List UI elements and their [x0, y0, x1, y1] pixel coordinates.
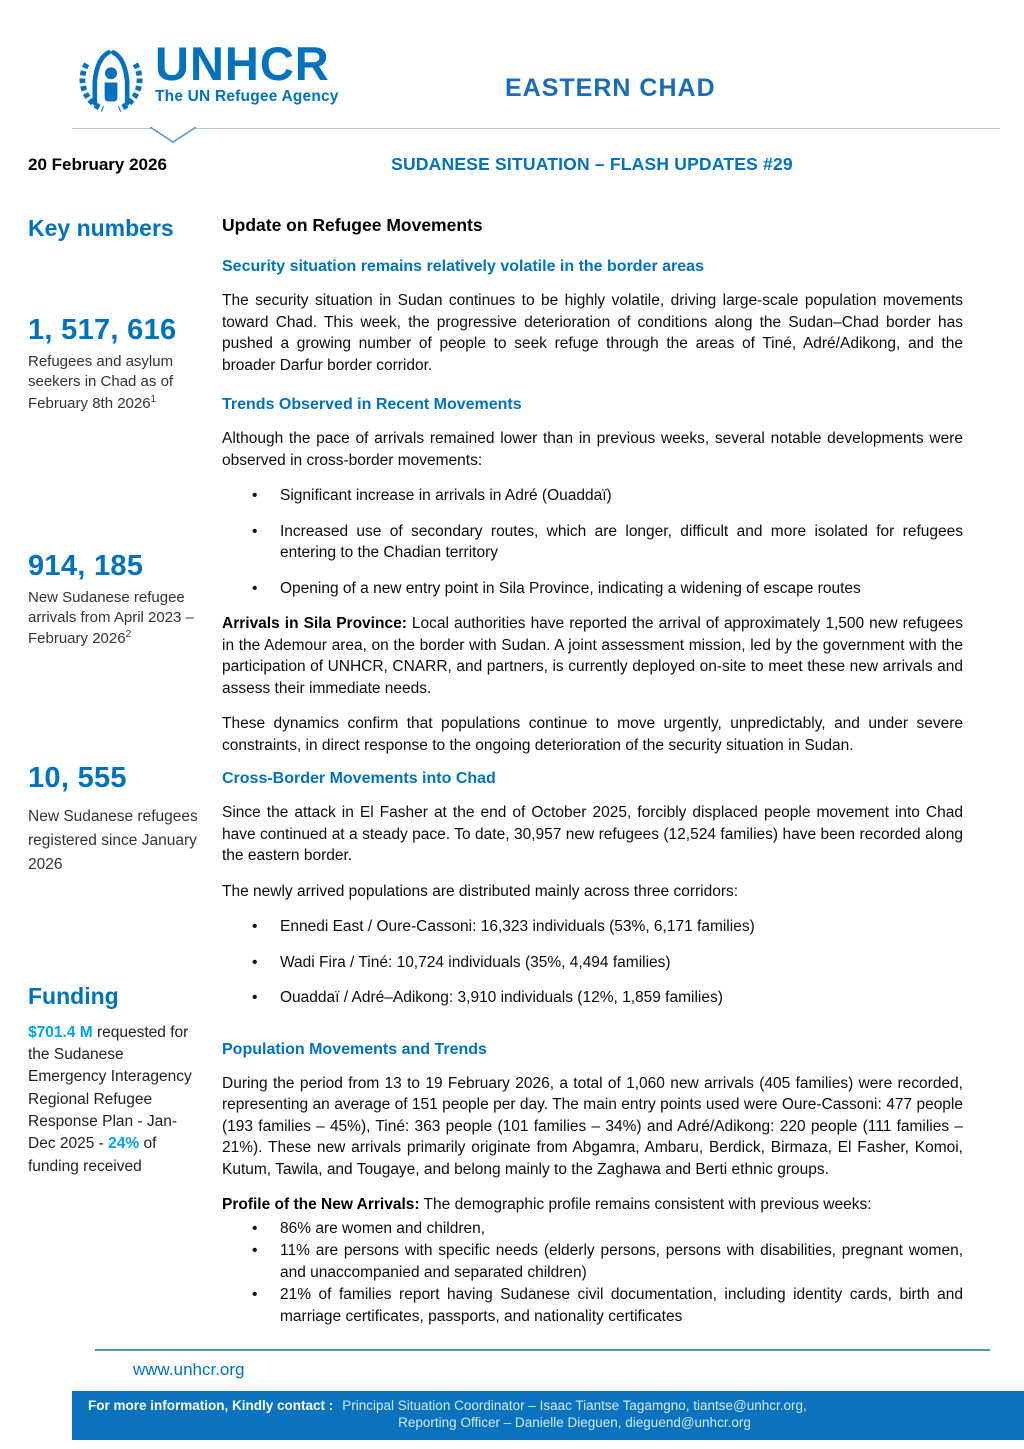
header: [0, 0, 1024, 116]
chevron-down-icon: [150, 127, 196, 144]
profile-lead-in: Profile of the New Arrivals:: [222, 1196, 420, 1213]
section-heading-trends: Trends Observed in Recent Movements: [222, 396, 522, 413]
profile-text: The demographic profile remains consistent with previous weeks:: [419, 1196, 872, 1213]
funding-amount: $701.4 M: [28, 1023, 93, 1041]
unhcr-logo-text: [155, 37, 339, 106]
key-numbers-sidebar: [28, 215, 198, 1327]
content: [0, 215, 1024, 1327]
unhcr-emblem-icon: [74, 42, 148, 116]
list-item: • Opening of a new entry point in Sila Province, indicating a widening of escape routes: [222, 578, 963, 600]
stat-value: 1, 517, 616: [28, 314, 177, 346]
sila-lead-in: Arrivals in Sila Province:: [222, 615, 407, 632]
key-numbers-heading: Key numbers: [28, 215, 174, 241]
stat-caption: [28, 805, 198, 877]
stat-caption: [28, 588, 198, 650]
stat-new-arrivals: [28, 550, 198, 650]
stat-value: 914, 185: [28, 549, 144, 582]
list-item: • 21% of families report having Sudanese civil documentation, including identity cards, birth and marriage certificates, passports, and nationality certificates: [222, 1284, 963, 1327]
document-title: SUDANESE SITUATION – FLASH UPDATES #29: [391, 154, 793, 174]
list-item: • Ouaddaï / Adré–Adikong: 3,910 individuals (12%, 1,859 families): [222, 987, 963, 1009]
funding-percent: 24%: [108, 1135, 140, 1153]
list-item: • Increased use of secondary routes, which are longer, difficult and more isolated for refugees entering to the Chadian territory: [222, 521, 963, 564]
list-item: • Wadi Fira / Tiné: 10,724 individuals (35%, 4,494 families): [222, 952, 963, 974]
stat-caption-text: New Sudanese refugees registered since January 2026: [28, 807, 198, 873]
stat-refugees-total: [28, 314, 198, 414]
paragraph-dynamics: These dynamics confirm that populations continue to move urgently, unpredictably, and under severe constraints, in direct response to the ongoing deterioration of the security situation in Sudan.: [222, 715, 963, 754]
sila-text: Local authorities have reported the arrival of approximately 1,500 new refugees in the Ademour area, on the border with Sudan. A joint assessment mission, led by the government with the participation of UNHCR, CNARR, and partners, is currently deployed on-site to meet these new arrivals and assess their immediate needs.: [222, 615, 963, 697]
list-item: • 86% are women and children,: [222, 1218, 963, 1240]
paragraph-profile: [222, 1194, 963, 1216]
unhcr-logo-tagline: The UN Refugee Agency: [155, 88, 339, 106]
stat-caption-text: Refugees and asylum seekers in Chad as of February 8th 2026: [28, 353, 174, 412]
contact-label: For more information, Kindly contact :: [88, 1398, 334, 1413]
stat-value: 10, 555: [28, 761, 127, 794]
main-column: [222, 215, 963, 1327]
corridors-bullet-list: [222, 916, 963, 1009]
stat-caption: [28, 352, 198, 414]
main-title: Update on Refugee Movements: [222, 215, 483, 235]
paragraph-crossborder-2: The newly arrived populations are distributed mainly across three corridors:: [222, 882, 739, 900]
stat-registered: [28, 762, 198, 877]
unhcr-logo-name: UNHCR: [155, 37, 330, 90]
stat-caption-text: New Sudanese refugee arrivals from April 2023 – February 2026: [28, 588, 194, 648]
section-heading-population: Population Movements and Trends: [222, 1040, 487, 1058]
trends-bullet-list: [222, 485, 963, 599]
region-title: EASTERN CHAD: [505, 74, 716, 102]
issue-date: 20 February 2026: [28, 155, 167, 174]
contact-lines: [342, 1398, 806, 1431]
paragraph-crossborder-1: Since the attack in El Fasher at the end of October 2025, forcibly displaced people movement into Chad have continued at a steady pace. To date, 30,957 new refugees (12,524 families) have been recorded along the eastern border.: [222, 804, 963, 864]
funding-section: [28, 983, 198, 1178]
contact-banner: [72, 1391, 1024, 1440]
paragraph-population: During the period from 13 to 19 February 2026, a total of 1,060 new arrivals (405 families) were recorded, representing an average of 151 people per day. The main entry points used were Oure-Cassoni: 477 people (193 families – 45%), Tiné: 363 people (101 families – 34%) and Adré/Adikong: 220 people (111 families – 21%). These new arrivals primarily originate from Abgamra, Ambaru, Berdick, Birmaza, El Fasher, Komoi, Kutum, Tawila, and Tougaye, and belong mainly to the Zaghawa and Berti ethnic groups.: [222, 1074, 963, 1178]
paragraph-sila: [222, 613, 963, 699]
funding-text-mid: requested for the Sudanese Emergency Interagency Regional Refugee Response Plan - Jan- Dec 2025 -: [28, 1023, 192, 1153]
footer-divider-line: [95, 1349, 990, 1351]
section-heading-security: Security situation remains relatively volatile in the border areas: [222, 258, 704, 275]
contact-line-coordinator: Principal Situation Coordinator – Isaac Tiantse Tagamgno, tiantse@unhcr.org,: [342, 1398, 807, 1413]
section-heading-crossborder: Cross-Border Movements into Chad: [222, 770, 496, 787]
list-item: • Ennedi East / Oure-Cassoni: 16,323 individuals (53%, 6,171 families): [222, 916, 963, 938]
title-row: [0, 154, 1024, 175]
list-item: • Significant increase in arrivals in Adré (Ouaddaï): [222, 485, 963, 507]
footnote-marker: 2: [125, 629, 132, 641]
unhcr-website-link[interactable]: www.unhcr.org: [133, 1360, 245, 1379]
funding-heading: Funding: [28, 982, 119, 1009]
footnote-marker: 1: [150, 393, 157, 405]
header-divider-line: [72, 128, 1000, 129]
list-item: • 11% are persons with specific needs (elderly persons, persons with disabilities, pregnant women, and unaccompanied and separated children): [222, 1240, 963, 1283]
footer: [0, 1349, 1024, 1449]
paragraph-trends-intro: Although the pace of arrivals remained lower than in previous weeks, several notable developments were observed in cross-border movements:: [222, 430, 963, 469]
funding-text-end: of funding received: [28, 1135, 157, 1175]
header-divider: [72, 128, 1000, 144]
profile-bullet-list: [222, 1218, 963, 1328]
contact-line-reporting-officer: Reporting Officer – Danielle Dieguen, dieguend@unhcr.org: [398, 1414, 751, 1430]
funding-text: [28, 1022, 198, 1178]
paragraph-security: The security situation in Sudan continues to be highly volatile, driving large-scale population movements toward Chad. This week, the progressive deterioration of conditions along the Sudan–Chad border has pushed a growing number of people to seek refuge through the areas of Tiné, Adré/Adikong, and the broader Darfur border corridor.: [222, 292, 963, 374]
